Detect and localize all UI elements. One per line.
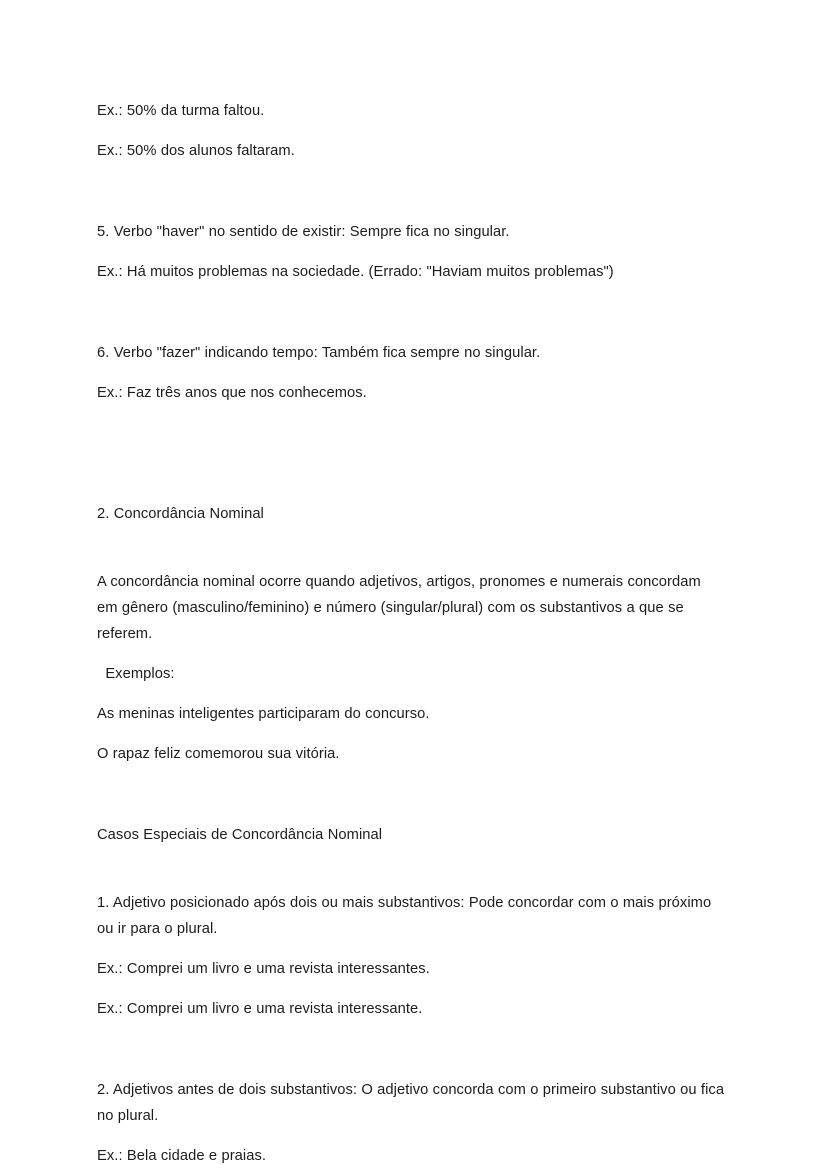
paragraph-block-rule-5-haver: [97, 219, 725, 285]
section-title: 2. Concordância Nominal: [97, 506, 264, 522]
text-line: Ex.: 50% dos alunos faltaram.: [97, 143, 295, 159]
definition-paragraph: A concordância nominal ocorre quando adjetivos, artigos, pronomes e numerais concordam em gênero (masculino/feminino) e número (singular/plural) com os substantivos a que se referem.: [97, 574, 706, 642]
text-line: Ex.: Bela cidade e praias.: [97, 1148, 267, 1164]
document-text-body: [97, 98, 729, 1169]
rule-heading-line: 6. Verbo "fazer" indicando tempo: Também fica sempre no singular.: [97, 345, 541, 361]
paragraph-block-special-case-1: [97, 890, 725, 1022]
text-line: Ex.: 50% da turma faltou.: [97, 103, 265, 119]
paragraph-block-special-case-2: [97, 1077, 729, 1169]
rule-heading-line: 5. Verbo "haver" no sentido de existir: Sempre fica no singular.: [97, 224, 510, 240]
examples-label: Exemplos:: [101, 666, 175, 682]
text-line: Ex.: Comprei um livro e uma revista interessante.: [97, 1001, 423, 1017]
rule-heading-line: 2. Adjetivos antes de dois substantivos: O adjetivo concorda com o primeiro substantivo ou fica no plural.: [97, 1082, 729, 1124]
text-line: Ex.: Faz três anos que nos conhecemos.: [97, 385, 367, 401]
subsection-title: Casos Especiais de Concordância Nominal: [97, 827, 383, 843]
text-line: Ex.: Comprei um livro e uma revista interessantes.: [97, 961, 430, 977]
example-line: As meninas inteligentes participaram do concurso.: [97, 706, 430, 722]
rule-heading-line: 1. Adjetivo posicionado após dois ou mais substantivos: Pode concordar com o mais próximo ou ir para o plural.: [97, 895, 716, 937]
paragraph-block-percent-examples: [97, 98, 725, 164]
example-line: O rapaz feliz comemorou sua vitória.: [97, 746, 340, 762]
section-heading-casos-especiais: [97, 822, 725, 848]
paragraph-block-definition: [97, 569, 725, 767]
section-heading-concordancia-nominal: [97, 501, 725, 527]
paragraph-block-rule-6-fazer: [97, 340, 725, 406]
text-line: Ex.: Há muitos problemas na sociedade. (Errado: "Haviam muitos problemas"): [97, 264, 614, 280]
